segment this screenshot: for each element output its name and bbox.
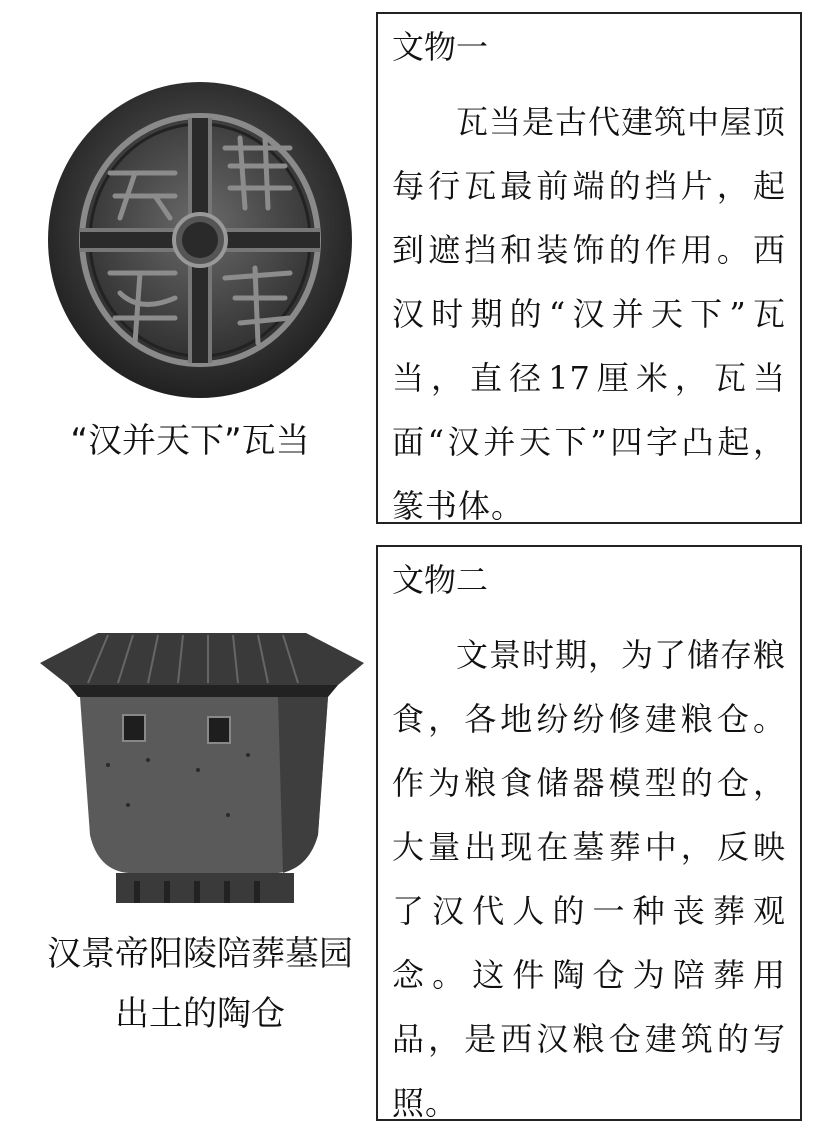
artifact2-title: 文物二 [392, 561, 489, 599]
granary-caption-line1: 汉景帝阳陵陪葬墓园 [47, 934, 353, 974]
wadang-image [40, 78, 360, 403]
pottery-granary-image [38, 625, 366, 915]
granary-caption-line2: 出土的陶仓 [115, 994, 285, 1034]
artifact1-description: 瓦当是古代建筑中屋顶每行瓦最前端的挡片，起到遮挡和装饰的作用。西汉时期的“汉并天下”瓦当，直径17厘米，瓦当面“汉并天下”四字凸起，篆书体。 [392, 103, 787, 525]
artifact2-description: 文景时期，为了储存粮食，各地纷纷修建粮仓。作为粮食储器模型的仓，大量出现在墓葬中，反映了汉代人的一种丧葬观念。这件陶仓为陪葬用品，是西汉粮仓建筑的写照。 [392, 636, 787, 1122]
artifact2-box [376, 545, 802, 1121]
wadang-caption: “汉并天下”瓦当 [70, 421, 310, 461]
artifact1-box [376, 12, 802, 524]
artifact1-title: 文物一 [392, 28, 489, 66]
